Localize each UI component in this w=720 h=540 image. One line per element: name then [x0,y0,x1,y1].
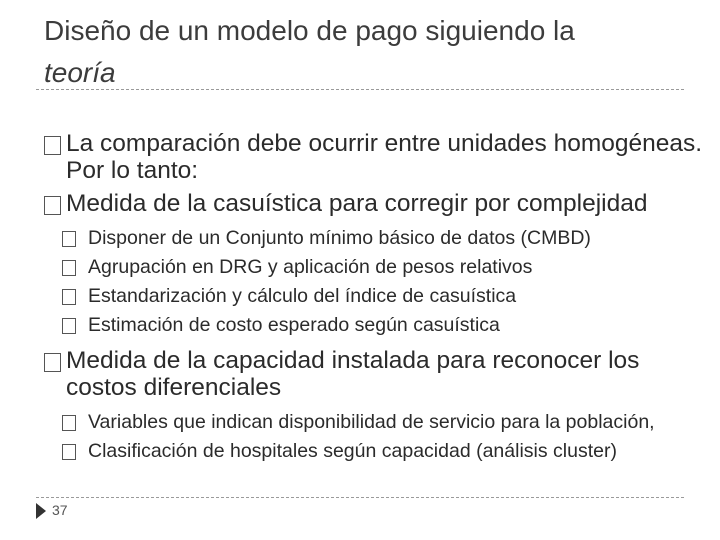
sub-bullet-item [44,314,704,337]
bullet-item [44,347,704,401]
bullet-text: La comparación debe ocurrir entre unidades homogéneas. Por lo tanto: [66,130,703,184]
bullet-box-icon [62,415,76,431]
sub-bullet-item [44,411,704,434]
bullet-box-icon [44,136,61,155]
sub-bullet-text: Estimación de costo esperado según casuística [88,314,500,336]
bullet-box-icon [62,318,76,334]
sub-bullet-text: Agrupación en DRG y aplicación de pesos relativos [88,256,533,278]
sub-bullet-item [44,256,704,279]
sub-bullet-text: Estandarización y cálculo del índice de casuística [88,285,517,307]
sub-bullet-item [44,440,704,463]
sub-bullet-text: Variables que indican disponibilidad de servicio para la población, [88,411,655,433]
sub-bullet-text: Disponer de un Conjunto mínimo básico de datos (CMBD) [88,227,591,249]
page-number [36,502,68,518]
sub-bullet-item [44,227,704,250]
bullet-box-icon [44,196,61,215]
bullet-text: Medida de la casuística para corregir por complejidad [66,190,648,217]
page-number-text: 37 [52,502,68,518]
bullet-item [44,130,704,184]
bullet-text: Medida de la capacidad instalada para reconocer los costos diferenciales [66,347,640,401]
slide-title [44,10,694,94]
title-line-1: Diseño de un modelo de pago siguiendo la [44,15,575,46]
bullet-box-icon [62,231,76,247]
slide-body [44,130,704,463]
sub-bullet-text: Clasificación de hospitales según capacidad (análisis cluster) [88,440,617,462]
footer-divider [36,497,684,498]
title-divider [36,89,684,90]
sub-bullet-item [44,285,704,308]
bullet-box-icon [44,353,61,372]
bullet-box-icon [62,444,76,460]
title-line-2: teoría [44,57,116,88]
bullet-item [44,190,704,217]
bullet-box-icon [62,260,76,276]
bullet-box-icon [62,289,76,305]
page-arrow-icon [36,503,46,519]
